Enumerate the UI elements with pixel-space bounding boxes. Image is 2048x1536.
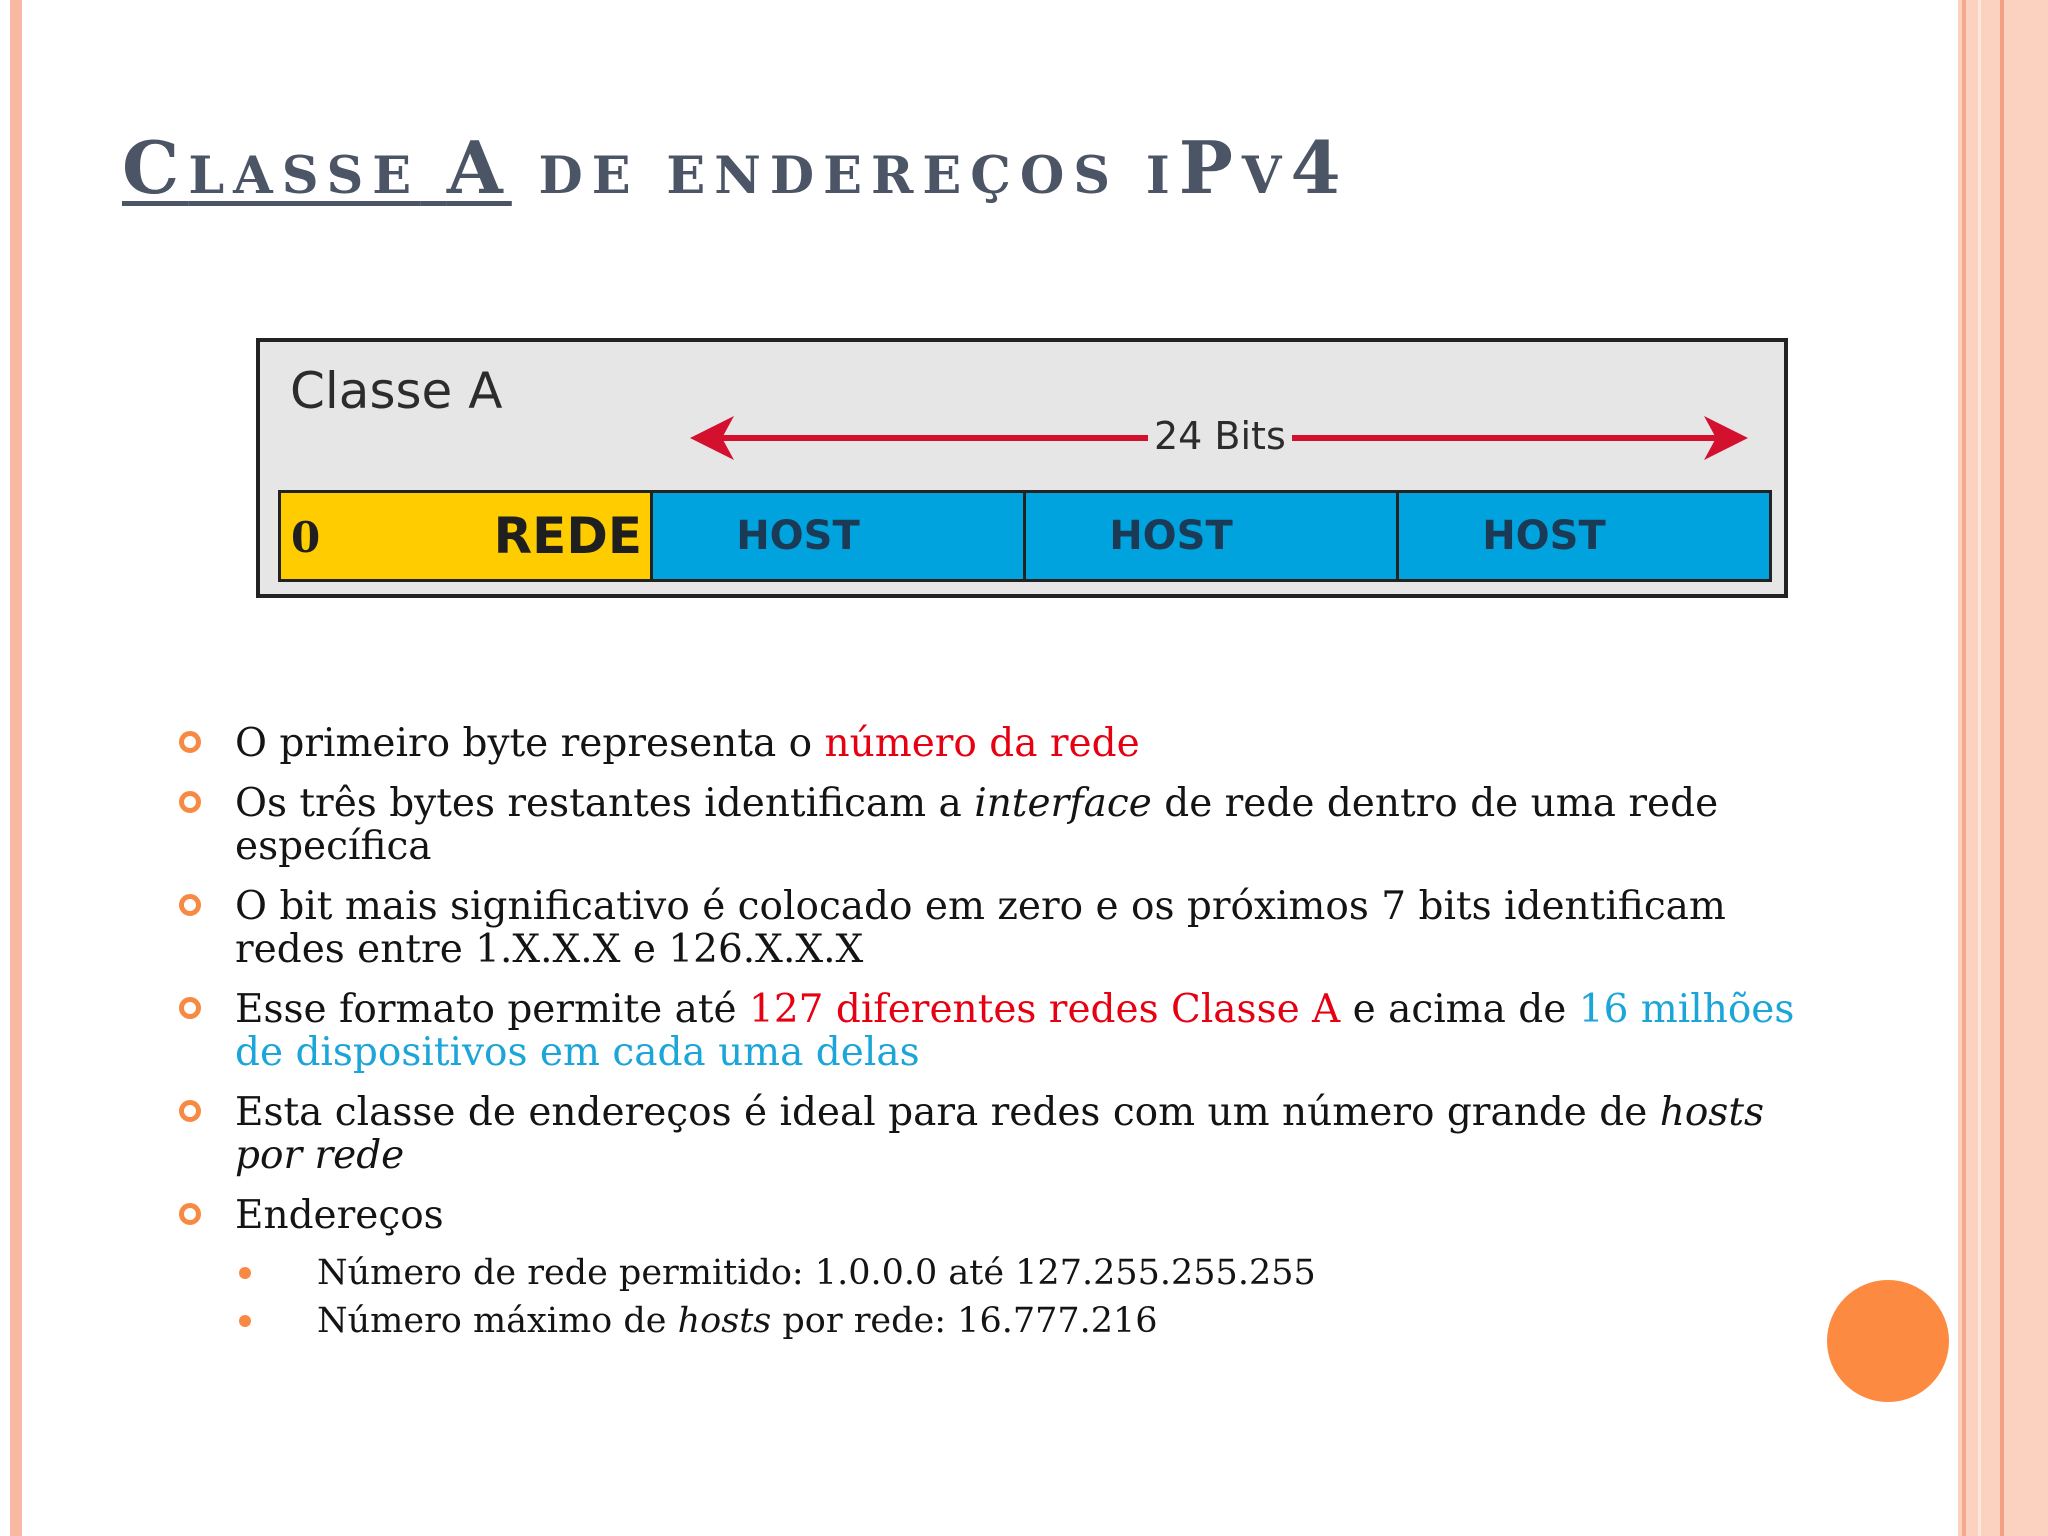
sub-bullet-list — [235, 1249, 1815, 1345]
bullet-ring-icon — [179, 731, 201, 753]
title-text: C — [122, 125, 189, 210]
host-label: HOST — [736, 513, 860, 559]
slide-title — [122, 125, 1350, 210]
list-item — [175, 1194, 1815, 1345]
title-link[interactable] — [122, 125, 512, 210]
bullet-text: Os três bytes restantes identificam a — [235, 781, 975, 826]
bullet-dot-icon — [239, 1315, 251, 1327]
right-decorative-line — [1962, 0, 1966, 1536]
list-item — [175, 988, 1815, 1074]
host-label: HOST — [1482, 513, 1606, 559]
italic-text: hosts — [677, 1301, 772, 1341]
sub-bullet-text: Número de rede permitido: 1.0.0.0 até 127.255.255.255 — [317, 1253, 1316, 1293]
right-decorative-line — [2000, 0, 2004, 1536]
highlight-text: 127 diferentes redes Classe A — [749, 987, 1341, 1032]
highlight-text: número da rede — [824, 721, 1140, 766]
bullet-list — [175, 722, 1815, 1362]
highlight-text: 16 milhões de dispositivos em cada uma delas — [235, 987, 1795, 1075]
title-text: P — [1178, 125, 1242, 210]
italic-text: hosts por rede — [235, 1090, 1765, 1178]
left-decorative-rule — [10, 0, 22, 1536]
bullet-text: Esse formato permite até — [235, 987, 750, 1032]
bullet-text: Endereços — [235, 1193, 444, 1238]
list-item — [175, 1091, 1815, 1177]
diagram-title: Classe A — [290, 362, 503, 420]
bullet-text: de rede dentro de uma rede específica — [235, 781, 1719, 869]
bullet-text: Esta classe de endereços é ideal para redes com um número grande de — [235, 1090, 1660, 1135]
sub-bullet-text: Número máximo de — [317, 1301, 678, 1341]
title-text: A — [446, 125, 512, 210]
title-text: 4 — [1290, 125, 1350, 210]
title-text: DE ENDEREÇOS I — [511, 146, 1179, 206]
sub-bullet-text: por rede: 16.777.216 — [771, 1301, 1158, 1341]
bullet-text: O primeiro byte representa o — [235, 721, 825, 766]
right-decorative-line — [1978, 0, 1981, 1536]
list-item — [175, 722, 1815, 765]
arrow-label: 24 Bits — [1148, 414, 1292, 458]
sub-list-item — [235, 1297, 1815, 1345]
bullet-ring-icon — [179, 894, 201, 916]
orange-circle-decoration — [1827, 1280, 1949, 1402]
bullet-dot-icon — [239, 1267, 251, 1279]
class-a-diagram — [256, 338, 1788, 598]
address-bit-row — [278, 490, 1772, 582]
host-segment — [1396, 493, 1769, 579]
bullet-ring-icon — [179, 997, 201, 1019]
bullet-text: O bit mais significativo é colocado em zero e os próximos 7 bits identificam redes entre 1.X.X.X e 126.X.X.X — [235, 884, 1726, 972]
host-segment — [1023, 493, 1396, 579]
bullet-ring-icon — [179, 791, 201, 813]
title-text: LASSE — [188, 146, 421, 206]
italic-text: interface — [974, 781, 1152, 826]
host-segment — [653, 493, 1023, 579]
bullet-ring-icon — [179, 1203, 201, 1225]
list-item — [175, 885, 1815, 971]
rede-segment — [281, 493, 653, 579]
bullet-text: e acima de — [1340, 987, 1579, 1032]
title-text: V — [1241, 146, 1291, 206]
bullet-ring-icon — [179, 1100, 201, 1122]
title-text — [420, 146, 447, 206]
rede-label: REDE — [493, 507, 642, 565]
leading-bit: 0 — [291, 513, 321, 562]
sub-list-item — [235, 1249, 1815, 1297]
double-arrow-icon — [260, 342, 1784, 482]
list-item — [175, 782, 1815, 868]
host-label: HOST — [1109, 513, 1233, 559]
